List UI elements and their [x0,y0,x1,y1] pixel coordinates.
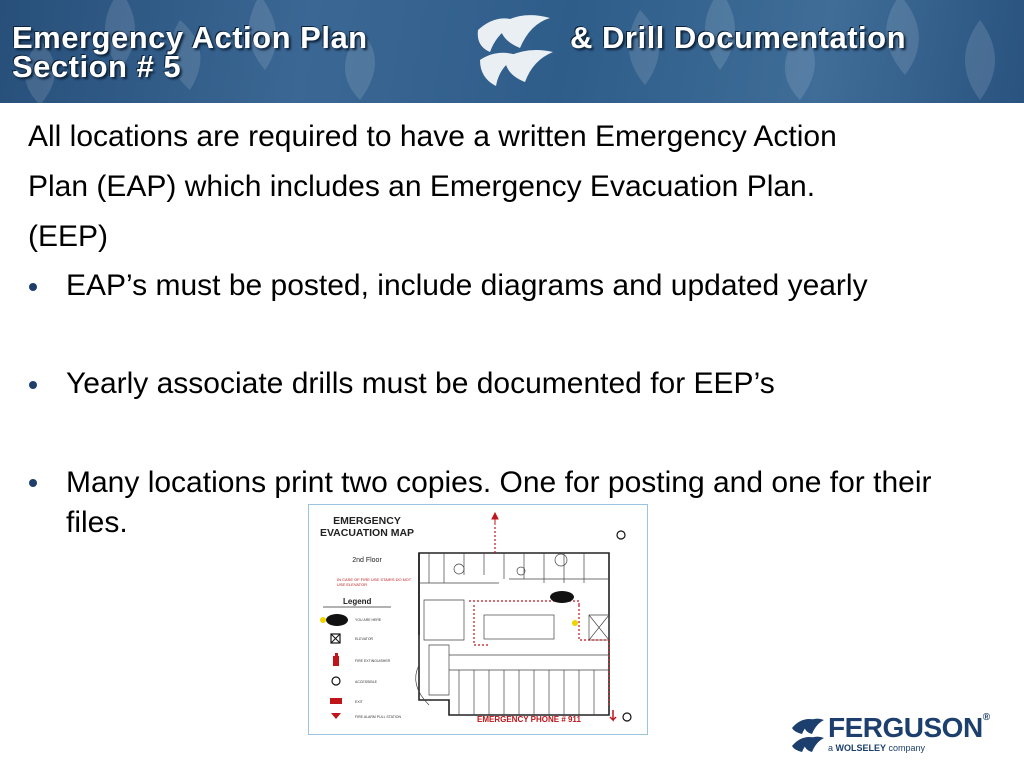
logo-tagline: a WOLSELEY company [828,743,926,753]
ferguson-logo [790,712,1005,757]
bullet-dot [29,479,37,487]
fire-extinguisher-icon [333,653,339,666]
intro-line-2: Plan (EAP) which includes an Emergency Evacuation Plan. [28,170,816,203]
legend-fire-alarm: FIRE ALARM PULL STATION [355,715,402,719]
evacuation-map-image [308,504,648,735]
section-label: Section # 5 [12,49,182,84]
ferguson-emblem-icon [790,716,826,754]
map-title: EMERGENCY EVACUATION MAP [319,515,415,539]
bullet-dot [29,381,37,389]
map-warning-text: IN CASE OF FIRE USE STAIRS DO NOT USE ELEVATOR [337,577,412,587]
legend-accessible: ACCESSIBLE [355,680,377,684]
legend-exit: EXIT [355,700,363,704]
intro-line-3: (EEP) [28,220,109,253]
intro-line-1: All locations are required to have a written Emergency Action [28,120,837,153]
fire-alarm-icon [331,713,341,719]
you-are-here-marker-icon [326,614,348,626]
emergency-phone: EMERGENCY PHONE # 911 [477,715,581,724]
header-emblem-icon [478,15,553,86]
logo-wordmark: FERGUSON® [828,712,990,743]
exit-sign-icon [330,698,342,704]
map-floor-label: 2nd Floor [352,557,382,564]
bullet-item: Many locations print two copies. One for posting and one for their files. [66,466,932,539]
page-title: Emergency Action Plan [12,20,368,55]
accessible-icon [332,677,340,685]
bullet-item: EAP’s must be posted, include diagrams and updated yearly [66,269,868,302]
page-title-continued: & Drill Documentation [570,20,907,55]
bullet-dot [29,283,37,291]
bullet-item: Yearly associate drills must be documented for EEP’s [66,367,775,400]
legend-elevator: ELEVATOR [355,637,374,641]
header-banner [0,0,1024,103]
legend-you-are-here: YOU ARE HERE [355,618,382,622]
legend-fire-extinguisher: FIRE EXTINGUISHER [355,659,391,663]
map-legend-title: Legend [343,597,372,606]
